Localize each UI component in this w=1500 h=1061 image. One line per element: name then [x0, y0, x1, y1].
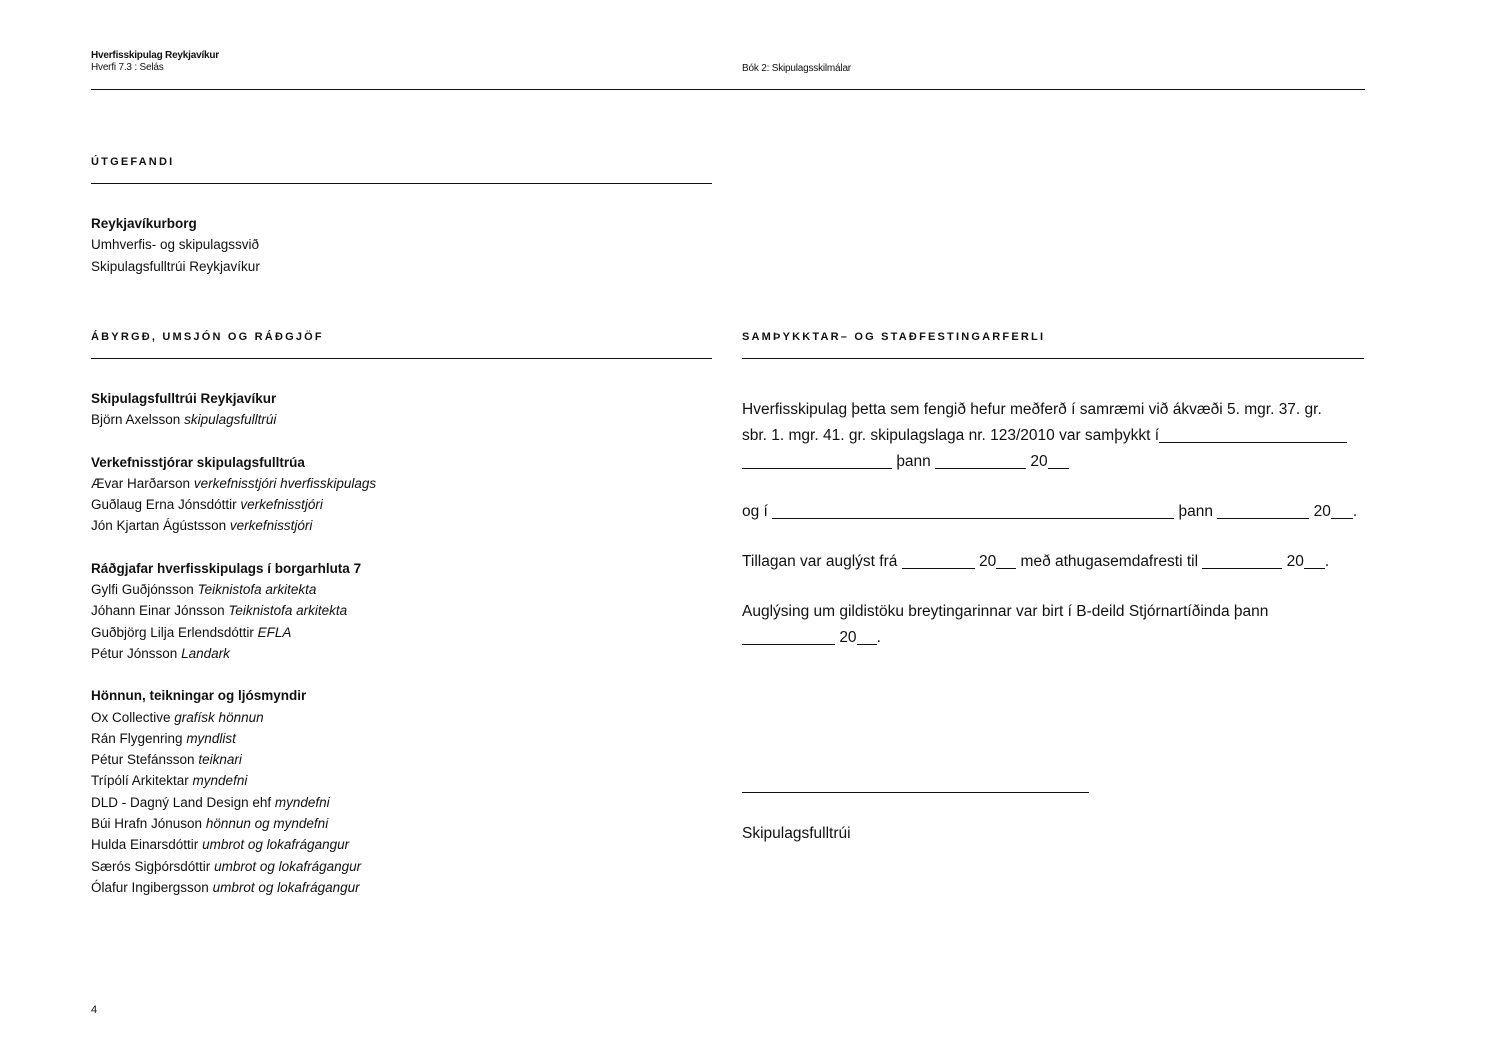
credit-person: [91, 643, 376, 664]
publisher-heading: ÚTGEFANDI: [91, 156, 175, 168]
approval-paragraph-adopted: [742, 397, 1372, 475]
person-role: umbrot og lokafrágangur: [202, 837, 350, 853]
person-name: Guðbjörg Lilja Erlendsdóttir: [91, 624, 254, 640]
document-title: Hverfisskipulag Reykjavíkur: [91, 50, 219, 61]
credit-person: [91, 792, 376, 813]
then-word: þann: [896, 453, 931, 470]
body-blank-field[interactable]: [772, 503, 1174, 519]
credit-person: [91, 770, 376, 791]
person-role: verkefnisstjóri hverfisskipulags: [193, 475, 377, 491]
credit-person: [91, 600, 376, 621]
credit-person: [91, 749, 376, 770]
credit-person: [91, 515, 376, 536]
date-blank-field[interactable]: [1159, 427, 1347, 443]
approval-heading: SAMÞYKKTAR– OG STAÐFESTINGARFERLI: [742, 331, 1046, 343]
approval-line: [742, 449, 1372, 475]
year-prefix: 20: [1286, 553, 1304, 570]
person-role: teiknari: [198, 752, 242, 768]
person-name: Hulda Einarsdóttir: [91, 837, 199, 853]
responsibility-heading: ÁBYRGÐ, UMSJÓN OG RÁÐGJÖF: [91, 331, 324, 343]
credit-group: [91, 388, 376, 431]
approval-text: [742, 397, 1372, 675]
year-prefix: 20: [978, 553, 997, 570]
year-prefix: 20: [1030, 453, 1048, 470]
credit-person: [91, 877, 376, 898]
person-role: umbrot og lokafrágangur: [214, 858, 362, 874]
person-role: grafísk hönnun: [174, 709, 264, 725]
credit-person: [91, 813, 376, 834]
person-name: Búi Hrafn Jónuson: [91, 816, 203, 832]
date-blank-field[interactable]: [902, 553, 975, 569]
credit-group: [91, 558, 376, 664]
person-name: Ox Collective: [91, 709, 171, 725]
document-subtitle: Hverfi 7.3 : Selás: [91, 62, 164, 73]
person-name: Jóhann Einar Jónsson: [91, 603, 225, 619]
credit-person: [91, 622, 376, 643]
then-word: þann: [1178, 503, 1213, 520]
person-role: hönnun og myndefni: [205, 816, 329, 832]
signature-line[interactable]: [742, 792, 1089, 793]
date-blank-field[interactable]: [1217, 503, 1309, 519]
approval-divider: [742, 358, 1364, 359]
year-prefix: 20: [839, 629, 857, 646]
person-role: skipulagsfulltrúi: [184, 412, 277, 428]
person-name: Ævar Harðarson: [91, 475, 191, 491]
person-role: verkefnisstjóri: [240, 497, 323, 513]
publisher-line: Umhverfis- og skipulagssvið: [91, 237, 260, 253]
credit-person: [91, 473, 376, 494]
approval-line: Hverfisskipulag þetta sem fengið hefur meðferð í samræmi við ákvæði 5. mgr. 37. gr.: [742, 401, 1322, 418]
year-blank-field[interactable]: [996, 553, 1016, 569]
date-blank-field[interactable]: [742, 629, 835, 645]
signature-label: Skipulagsfulltrúi: [742, 825, 851, 842]
approval-line-text: með athugasemdafresti til: [1020, 553, 1199, 570]
person-role: umbrot og lokafrágangur: [212, 879, 360, 895]
credit-person: [91, 494, 376, 515]
person-role: EFLA: [257, 624, 292, 640]
credit-group: [91, 452, 376, 537]
responsibility-divider: [91, 358, 712, 359]
credits-list: [91, 388, 376, 919]
credit-group: [91, 685, 376, 898]
year-prefix: 20: [1313, 503, 1331, 520]
approval-line-text: Tillagan var auglýst frá: [742, 553, 898, 570]
date-blank-field[interactable]: [742, 453, 892, 469]
person-name: Rán Flygenring: [91, 730, 183, 746]
sentence-end: .: [1324, 553, 1330, 570]
book-label: Bók 2: Skipulagsskilmálar: [742, 63, 851, 74]
year-blank-field[interactable]: [857, 629, 877, 645]
person-role: Teiknistofa arkitekta: [228, 603, 348, 619]
credit-person: [91, 579, 376, 600]
person-name: Pétur Jónsson: [91, 645, 178, 661]
page-number: 4: [91, 1004, 98, 1016]
publisher-divider: [91, 183, 712, 184]
date-blank-field[interactable]: [1202, 553, 1282, 569]
approval-paragraph-second: [742, 499, 1372, 525]
header-divider: [91, 89, 1365, 90]
approval-paragraph-published: [742, 599, 1372, 651]
credit-group-title: Ráðgjafar hverfisskipulags í borgarhluta 7: [91, 560, 362, 576]
person-name: Gylfi Guðjónsson: [91, 582, 194, 598]
person-name: Særós Sigþórsdóttir: [91, 858, 211, 874]
person-name: DLD - Dagný Land Design ehf: [91, 794, 272, 810]
person-name: Pétur Stefánsson: [91, 752, 195, 768]
credit-person: [91, 856, 376, 877]
person-role: verkefnisstjóri: [229, 518, 313, 534]
person-name: Ólafur Ingibergsson: [91, 879, 213, 895]
publisher-block: [91, 213, 260, 277]
credit-person: [91, 409, 376, 430]
approval-line-text: og í: [742, 503, 768, 520]
approval-line: [742, 625, 1372, 651]
sentence-end: .: [1352, 503, 1358, 520]
person-name: Trípólí Arkitektar: [91, 773, 189, 789]
person-role: Teiknistofa arkitekta: [197, 582, 317, 598]
credit-group-title: Verkefnisstjórar skipulagsfulltrúa: [91, 454, 305, 470]
publisher-line: Skipulagsfulltrúi Reykjavíkur: [91, 258, 260, 274]
approval-line-text: sbr. 1. mgr. 41. gr. skipulagslaga nr. 123/2010 var samþykkt í: [742, 427, 1160, 444]
person-role: Landark: [181, 645, 230, 661]
year-blank-field[interactable]: [1304, 553, 1325, 569]
credit-person: [91, 834, 376, 855]
credit-person: [91, 728, 376, 749]
person-role: myndlist: [186, 730, 236, 746]
credit-group-title: Skipulagsfulltrúi Reykjavíkur: [91, 391, 277, 406]
person-name: Guðlaug Erna Jónsdóttir: [91, 497, 237, 513]
credit-group-title: Hönnun, teikningar og ljósmyndir: [91, 688, 307, 704]
publisher-name: Reykjavíkurborg: [91, 216, 197, 231]
person-role: myndefni: [274, 794, 330, 810]
person-role: myndefni: [192, 773, 248, 789]
year-blank-field[interactable]: [1331, 503, 1353, 519]
approval-line: Auglýsing um gildistöku breytingarinnar var birt í B-deild Stjórnartíðinda þann: [742, 603, 1269, 620]
person-name: Björn Axelsson: [91, 412, 181, 428]
date-blank-field[interactable]: [935, 453, 1026, 469]
person-name: Jón Kjartan Ágústsson: [91, 518, 227, 534]
sentence-end: .: [876, 629, 881, 646]
approval-paragraph-advertised: [742, 549, 1372, 575]
credit-person: [91, 707, 376, 728]
year-blank-field[interactable]: [1048, 453, 1069, 469]
approval-line: [742, 423, 1372, 449]
